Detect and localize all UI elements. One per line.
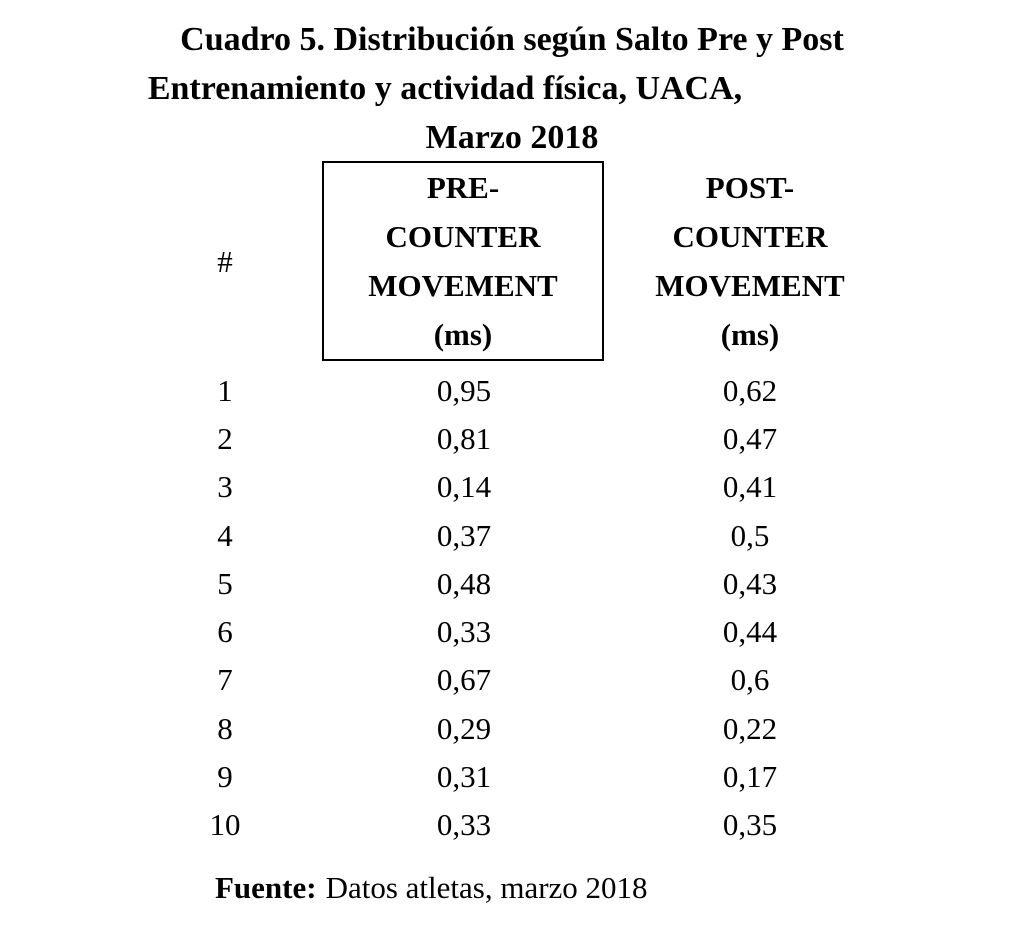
row-number-cell: 6 — [217, 614, 233, 650]
row-number-cell: 5 — [217, 565, 233, 601]
post-column-header-line: COUNTER — [672, 219, 828, 254]
pre-value-cell: 0,14 — [436, 469, 492, 505]
source-label: Fuente: — [215, 870, 317, 905]
row-number-cell: 1 — [217, 372, 233, 408]
number-column-header: # — [217, 244, 233, 279]
pre-column-header-line: PRE- — [426, 170, 500, 205]
pre-value-cell: 0,67 — [436, 662, 492, 698]
row-number-cell: 8 — [217, 710, 233, 746]
post-value-cell: 0,41 — [722, 469, 778, 505]
post-column-header — [608, 163, 892, 359]
post-value-cell: 0,35 — [722, 807, 778, 843]
pre-value-cell: 0,31 — [436, 759, 492, 795]
post-column-header-line: MOVEMENT — [655, 268, 845, 303]
pre-value-cell: 0,95 — [436, 372, 492, 408]
post-value-cell: 0,62 — [722, 372, 778, 408]
table-row — [90, 366, 932, 414]
pre-value-cell: 0,29 — [436, 710, 492, 746]
post-value-cell: 0,22 — [722, 710, 778, 746]
table-row — [90, 559, 932, 607]
table-row — [90, 511, 932, 559]
table-title-line-1: Cuadro 5. Distribución según Salto Pre y Post — [180, 21, 844, 58]
pre-value-cell: 0,81 — [436, 420, 492, 456]
post-value-cell: 0,17 — [722, 759, 778, 795]
post-value-cell: 0,47 — [722, 420, 778, 456]
pre-value-cell: 0,37 — [436, 517, 492, 553]
pre-value-cell: 0,33 — [436, 807, 492, 843]
table-title-line-2: Entrenamiento y actividad física, UACA, — [147, 70, 743, 107]
table-row — [90, 656, 932, 704]
row-number-cell: 3 — [217, 469, 233, 505]
row-number-cell: 7 — [217, 662, 233, 698]
pre-column-header-line: MOVEMENT — [368, 268, 558, 303]
source-note — [215, 872, 648, 903]
table-body — [90, 366, 932, 849]
row-number-cell: 2 — [217, 420, 233, 456]
row-number-cell: 9 — [217, 759, 233, 795]
source-text: Datos atletas, marzo 2018 — [325, 870, 648, 905]
table-row — [90, 704, 932, 752]
post-value-cell: 0,5 — [730, 517, 770, 553]
table-row — [90, 607, 932, 655]
table-row — [90, 752, 932, 800]
table-row — [90, 463, 932, 511]
pre-column-header-line: (ms) — [433, 317, 493, 352]
pre-column-header-box — [322, 161, 604, 361]
table-row — [90, 801, 932, 849]
post-value-cell: 0,6 — [730, 662, 770, 698]
table-title-line-3: Marzo 2018 — [425, 119, 599, 156]
row-number-cell: 10 — [209, 807, 241, 843]
post-value-cell: 0,44 — [722, 614, 778, 650]
table-row — [90, 414, 932, 462]
post-column-header-line: (ms) — [720, 317, 780, 352]
pre-value-cell: 0,48 — [436, 565, 492, 601]
pre-column-header-line: COUNTER — [385, 219, 541, 254]
row-number-cell: 4 — [217, 517, 233, 553]
post-value-cell: 0,43 — [722, 565, 778, 601]
post-column-header-line: POST- — [705, 170, 795, 205]
pre-value-cell: 0,33 — [436, 614, 492, 650]
